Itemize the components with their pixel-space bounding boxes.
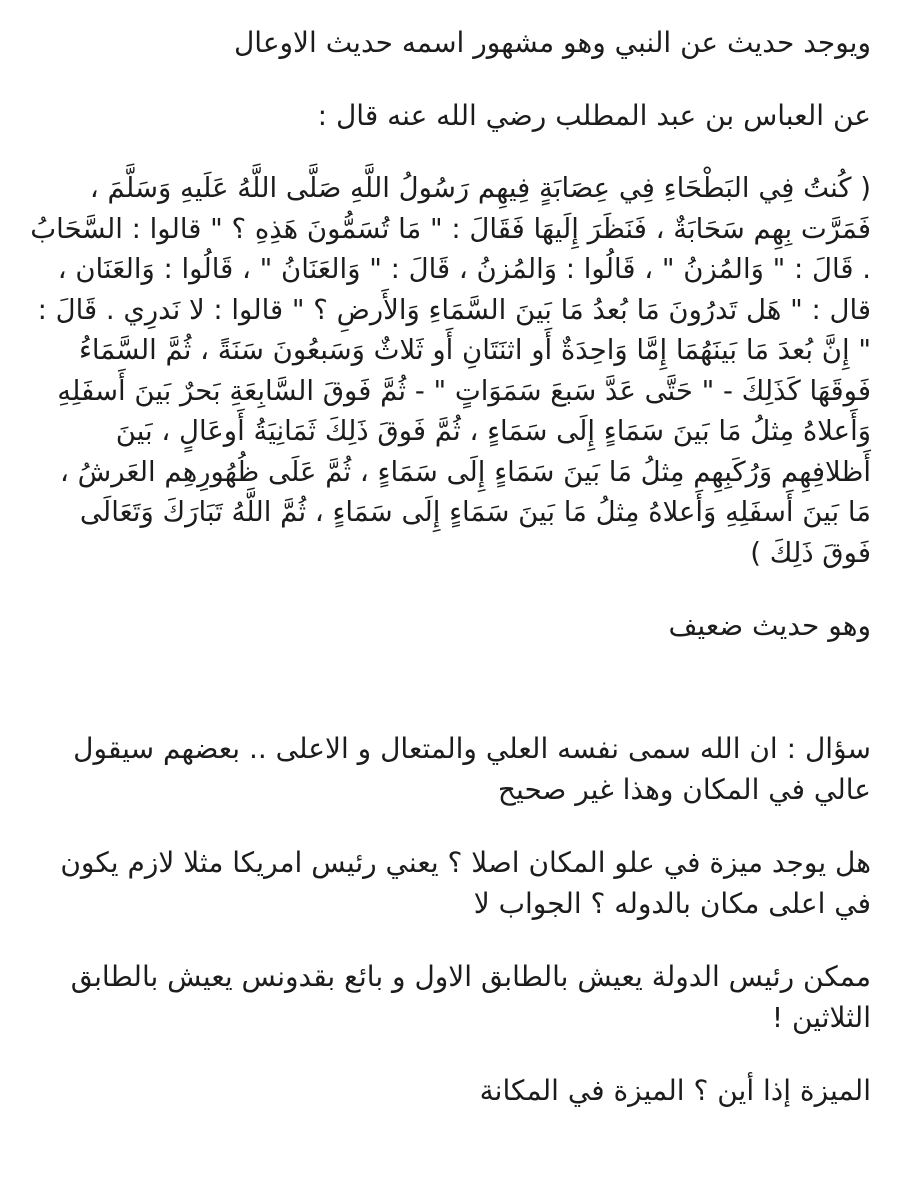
- spacer: [30, 1038, 871, 1070]
- spacer: [30, 573, 871, 605]
- intro-paragraph: ويوجد حديث عن النبي وهو مشهور اسمه حديث الاوعال: [233, 26, 871, 59]
- point-paragraph-3: الميزة إذا أين ؟ الميزة في المكانة: [479, 1074, 871, 1107]
- spacer: [30, 646, 871, 728]
- hadith-text: ( كُنتُ فِي البَطْحَاءِ فِي عِصَابَةٍ فِيهِم رَسُولُ اللَّهِ صَلَّى اللَّهُ عَلَيهِ وَسَلَّمَ ، فَمَرَّت بِهِم سَحَابَةٌ ، فَنَظَرَ إِلَيهَا فَقَالَ : " مَا تُسَمُّونَ هَذِهِ ؟ " قالوا : السَّحَابُ . قَالَ : " وَالمُزنُ " ، قَالُوا : وَالمُزنُ ، قَالَ : " وَالعَنَانُ " ، قَالُوا : وَالعَنَان ، قال : " هَل تَدرُونَ مَا بُعدُ مَا بَينَ السَّمَاءِ وَالأَرضِ ؟ " قالوا : لا نَدرِي . قَالَ : " إِنَّ بُعدَ مَا بَينَهُمَا إِمَّا وَاحِدَةٌ أَو اثنَتَانِ أَو ثَلاثٌ وَسَبعُونَ سَنَةً ، ثُمَّ السَّمَاءُ فَوقَهَا كَذَلِكَ - " حَتَّى عَدَّ سَبعَ سَمَوَاتٍ " - ثُمَّ فَوقَ السَّابِعَةِ بَحرٌ بَينَ أَسفَلِهِ وَأَعلاهُ مِثلُ مَا بَينَ سَمَاءٍ إِلَى سَمَاءٍ ، ثُمَّ فَوقَ ذَلِكَ ثَمَانِيَةُ أَوعَالٍ ، بَينَ أَظلافِهِم وَرُكَبِهِم مِثلُ مَا بَينَ سَمَاءٍ إِلَى سَمَاءٍ ، ثُمَّ عَلَى ظُهُورِهِم العَرشُ ، مَا بَينَ أَسفَلِهِ وَأَعلاهُ مِثلُ مَا بَينَ سَمَاءٍ إِلَى سَمَاءٍ ، ثُمَّ اللَّهُ تَبَارَكَ وَتَعَالَى فَوقَ ذَلِكَ ): [30, 172, 871, 569]
- spacer: [30, 63, 871, 95]
- point-paragraph-2: ممكن رئيس الدولة يعيش بالطابق الاول و بائع بقدونس يعيش بالطابق الثلاثين !: [70, 960, 871, 1034]
- point-paragraph-1: هل يوجد ميزة في علو المكان اصلا ؟ يعني رئيس امريكا مثلا لازم يكون في اعلى مكان بالدوله ؟ الجواب لا: [60, 846, 871, 920]
- spacer: [30, 136, 871, 168]
- spacer: [30, 924, 871, 956]
- spacer: [30, 810, 871, 842]
- question-paragraph: سؤال : ان الله سمى نفسه العلي والمتعال و الاعلى .. بعضهم سيقول عالي في المكان وهذا غير صحيح: [73, 732, 871, 806]
- narrator-paragraph: عن العباس بن عبد المطلب رضي الله عنه قال :: [317, 99, 871, 132]
- grading-paragraph: وهو حديث ضعيف: [668, 609, 871, 642]
